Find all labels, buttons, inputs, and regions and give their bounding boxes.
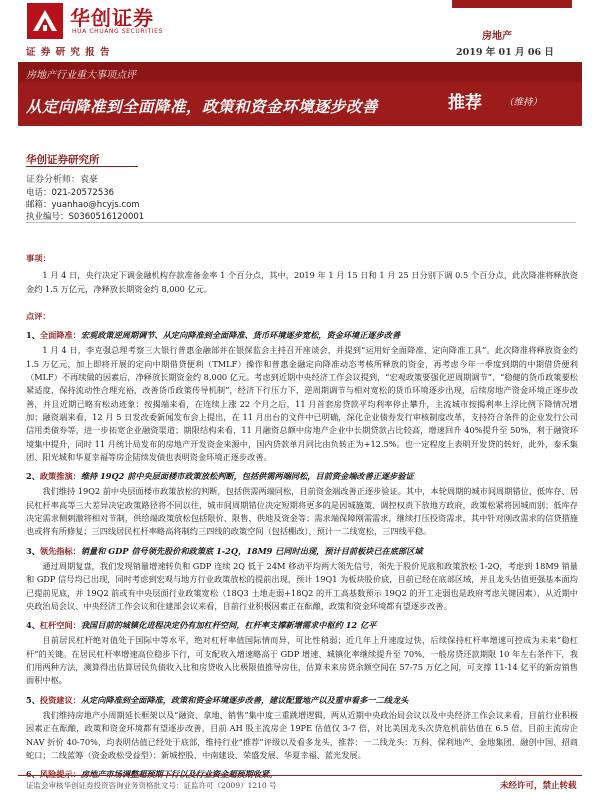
section-1-heading — [26, 329, 578, 342]
footer-license-text: 证监会审核华创证券投资咨询业务资格批文号：证监许可（2009）1210 号 — [26, 781, 277, 790]
section-2-heading — [26, 470, 578, 483]
section-1-subtitle: 宏观政策逆周期调节、从定向降准到全面降准、货币环境逐步宽松，资金环境正逐步改善 — [80, 330, 401, 341]
analyst-phone: 电话：021-20572536 — [26, 188, 115, 198]
institute-underline — [26, 166, 138, 167]
industry-label: 房地产 — [482, 31, 512, 42]
analyst-name: 证券分析师：袁豪 — [26, 175, 99, 185]
hcs-logo-icon — [26, 2, 64, 40]
section-5-text: 我们维持房地产小周期延长框架以及“融资、拿地、销售”集中度三重跳增逻辑，两从近期中央政治局会议以及中央经济工作会议来看，目前行业积极因素正在酝酿，政策和资金环境都有望逐步改善，目前 AH 股主流房企 19PE 估值仅 3-7 倍，对比美国龙头次贷危机前估值在 6.5 倍，目前主流房企 NAV 折价 40-70%，均表明估值已经处于底部，维持行业“推荐”评级以及看多龙头，推荐：一二线龙头：万科、保利地产、金地集团、融创中国、招商蛇口；二线蓝筹（资金政松受益型）：新城控股、中南建设、荣盛发展、华夏幸福、蓝光发展。 — [26, 709, 578, 760]
logo-english-name: HUA CHUANG SECURITIES — [72, 28, 163, 35]
header-accent-bar — [452, 0, 572, 8]
section-2-subtitle: 维持 19Q2 前中央层面楼市政策放松判断，包括供需两端同松，目前资金端改善正逐步验证 — [80, 471, 414, 482]
event-heading: 事项： — [26, 253, 51, 263]
report-title: 从定向降准到全面降准，政策和资金环境逐步改善 — [26, 97, 379, 116]
section-4-number: 4、 — [26, 620, 40, 631]
footer-separator — [18, 775, 582, 776]
section-5-title: 投资建议： — [39, 694, 81, 705]
logo-chinese-name: 华创证券 — [70, 6, 154, 30]
section-2-number: 2、 — [26, 471, 40, 482]
section-4-title: 杠杆空间： — [39, 620, 81, 631]
rating-note: （维持） — [504, 97, 543, 108]
section-1-title: 全面降准： — [39, 330, 81, 341]
section-3-subtitle: 销量和 GDP 信号领先股价和政策底 1-2Q，18M9 已同时出现，预计目前板块已在底部区域 — [80, 545, 423, 556]
report-body — [26, 252, 578, 783]
report-subtitle: 房地产行业重大事项点评 — [26, 70, 136, 81]
report-header — [0, 0, 600, 62]
section-3-title: 领先指标： — [39, 545, 81, 556]
company-logo — [26, 2, 176, 40]
analyst-license: 执业编号：S0360516120001 — [26, 212, 145, 222]
research-institute: 华创证券研究所 — [26, 154, 100, 166]
comments-heading: 点评： — [26, 310, 51, 321]
analyst-separator — [26, 222, 576, 223]
analyst-email: 邮箱：yuanhao@hcyjs.com — [26, 200, 140, 210]
event-text: 1 月 4 日，央行决定下调金融机构存款准备金率 1 个百分点，其中，2019 年 1 月 15 日和 1 月 25 日分别下调 0.5 个百分点，此次降准将释放资金约 1.5 万亿元，净释放长期资金约 8,000 亿元。 — [26, 270, 578, 294]
section-1-number: 1、 — [26, 330, 40, 341]
section-5-heading — [26, 694, 578, 707]
rating-label: 推荐 — [448, 93, 482, 113]
section-3-heading — [26, 545, 578, 558]
section-5-number: 5、 — [26, 694, 40, 705]
section-2-text: 我们维持 19Q2 前中央层面楼市政策放松的判断，包括供需两端同松，目前资金端改善正逐步验证。其中，本轮周期的城市间周期错位、低库存、居民杠杆率高等三大差异决定政策路径将不同以往，城市间周期错位决定短期将更多的是因城施策、调控权责下放地方政府，政策松紧将因城而别；低库存决定需求侧刺激将相对节制，供给端政策放松包括限价、限售、供地及资金等；需求端保障刚需需求，继续打压投资需求，其中针对刚改需求的信贷措施也或将有所修复；三四线居民杠杆率略高将制约三四线的政策空间（包括棚改），预计一二线宽松，三四线平稳。 — [26, 486, 578, 537]
report-date: 2019 年 01 月 06 日 — [456, 47, 554, 58]
section-5-subtitle: 从定向降准到全面降准，政策和资金环境逐步改善，建议配置地产以及重申看多一二线龙头 — [80, 694, 409, 705]
section-4-subtitle: 我国目前的城镇化进程决定仍有加杠杆空间，杠杆率支撑新增需求中枢约 12 亿平 — [80, 620, 377, 631]
section-3-text: 通过周期复盘，我们发现销量增速转负和 GDP 连续 2Q 低于 24M 移动平均两大领先信号，领先于股价见底和政策放松 1-2Q，考虑到 18M9 销量和 GDP 信号均已出现，同时考虑到宏观与地方行业政策放松的提前出现，预计 19Q1 为板块股价底，目前已经在底部区域，并且龙头估值更强基本面均已提前见底，并 19Q2 前或有中央层面行业政策宽松（18Q3 土地走弱+18Q2 的开工高基数预示 19Q2 的开工走弱也是政府考虑关键因素），从近期中央政治局会议、中央经济工作会议和住建部会议来看，目前行业积极因素正在酝酿，政策和资金环境都有望逐步改善。 — [26, 560, 578, 611]
title-banner — [18, 62, 582, 126]
section-1-text: 1 月 4 日，李克强总理考察三大银行普惠金融部并在银保监会主持召开座谈会，并提到“运用好全面降准、定向降准工具”。此次降准将释放资金约 1.5 万亿元，加上即将开展的定向中期借贷便利（TMLF）操作和普惠金融定向降准动态考核所释放的资金，再考虑今年一季度到期的中期借贷便利（MLF）不再续做的因素后，净释放长期资金约 8,000 亿元。考虑到近期中央经济工作会议提到，“宏观政策要强化逆周期调节”、“稳健的货币政策要松紧适度，保持流动性合理充裕，改善货币政策传导机制”，经济下行压力下，逆周期调节与相对宽松的货币环境逐步出现，后续房地产资金环境正逐步改善，并且近期已略有松动迹象：按揭端来看，在连续上涨 22 个月之后，11 月首套房贷款平均利率停止攀升，主流城市按揭利率上浮比例下降情况增加；融资端来看，12 月 5 日发改委新闻发布会上提出，在 11 月出台的文件中已明确，深化企业债券发行审核制度改革，支持符合条件的企业发行公司信用类债券等，进一步拓宽企业融资渠道；期限结构来看，11 月融资总额中房地产企业中长期贷款占比较高，增速回升 40%提升至 50%，利于融资环境集中提升，同时 11 月统计局发布的房地产开发资金来源中，国内贷款单月同比由负转正为+12.5%。也一定程度上表明开发贷的转好，此外，泰禾集团、阳光城和华夏幸福等房企陆续发债也表明资金环境正逐步改善。 — [26, 345, 578, 462]
section-3-number: 3、 — [26, 545, 40, 556]
section-4-text: 目前居民杠杆绝对值处于国际中等水平，绝对杠杆率值国际情而异，可比性稍弱；近几年上升速度过快，后续保持杠杆率增速可控成为未来“稳杠杆”的关键。在居民杠杆率增速高位稳步下行，可支配收入增速略高于 GDP 增速、城镇化率继续提升至 70%、一般房贷还款期限 10 年左右条件下，我们用两种方法，测算得出估算居民负债收入比和房贷收入比极限值推导房住，估算未来房贷余额空间在 57-75 万亿之间，可支撑 11-14 亿平的新房销售面积中枢。 — [26, 635, 578, 686]
footer-brand-text: 未经许可，禁止转载 — [500, 781, 577, 791]
section-2-title: 政策推演： — [39, 471, 81, 482]
report-type-label: 证 券 研 究 报 告 — [26, 47, 111, 58]
section-4-heading — [26, 619, 578, 632]
